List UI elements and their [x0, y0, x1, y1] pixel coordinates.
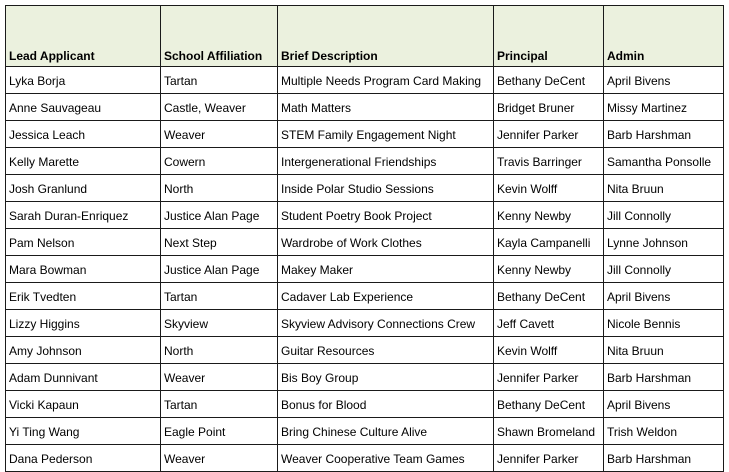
admin-cell: Nita Bruun: [604, 337, 724, 364]
admin-cell: Barb Harshman: [604, 364, 724, 391]
principal-cell: Kevin Wolff: [494, 175, 604, 202]
header-lead-applicant: Lead Applicant: [6, 6, 161, 67]
brief-description-cell: Bonus for Blood: [278, 391, 494, 418]
table-row: [6, 121, 724, 148]
brief-description-cell: Math Matters: [278, 94, 494, 121]
admin-cell: Barb Harshman: [604, 121, 724, 148]
school-affiliation-cell: Weaver: [161, 364, 278, 391]
brief-description-cell: Makey Maker: [278, 256, 494, 283]
table-row: [6, 391, 724, 418]
school-affiliation-cell: Cowern: [161, 148, 278, 175]
admin-cell: Missy Martinez: [604, 94, 724, 121]
lead-applicant-cell: Amy Johnson: [6, 337, 161, 364]
brief-description-cell: Guitar Resources: [278, 337, 494, 364]
brief-description-cell: STEM Family Engagement Night: [278, 121, 494, 148]
lead-applicant-cell: Vicki Kapaun: [6, 391, 161, 418]
principal-cell: Travis Barringer: [494, 148, 604, 175]
brief-description-cell: Wardrobe of Work Clothes: [278, 229, 494, 256]
brief-description-cell: Weaver Cooperative Team Games: [278, 445, 494, 472]
school-affiliation-cell: North: [161, 175, 278, 202]
school-affiliation-cell: Justice Alan Page: [161, 202, 278, 229]
school-affiliation-cell: Tartan: [161, 67, 278, 94]
admin-cell: April Bivens: [604, 67, 724, 94]
admin-cell: Barb Harshman: [604, 445, 724, 472]
lead-applicant-cell: Lyka Borja: [6, 67, 161, 94]
principal-cell: Bethany DeCent: [494, 391, 604, 418]
principal-cell: Shawn Bromeland: [494, 418, 604, 445]
table-row: [6, 175, 724, 202]
principal-cell: Bethany DeCent: [494, 283, 604, 310]
table-row: [6, 283, 724, 310]
admin-cell: Jill Connolly: [604, 202, 724, 229]
school-affiliation-cell: Eagle Point: [161, 418, 278, 445]
principal-cell: Jennifer Parker: [494, 445, 604, 472]
admin-cell: Samantha Ponsolle: [604, 148, 724, 175]
admin-cell: Lynne Johnson: [604, 229, 724, 256]
admin-cell: April Bivens: [604, 283, 724, 310]
school-affiliation-cell: Justice Alan Page: [161, 256, 278, 283]
principal-cell: Jennifer Parker: [494, 364, 604, 391]
applicants-table: [5, 5, 724, 472]
lead-applicant-cell: Yi Ting Wang: [6, 418, 161, 445]
header-school-affiliation: School Affiliation: [161, 6, 278, 67]
principal-cell: Bridget Bruner: [494, 94, 604, 121]
table-row: [6, 256, 724, 283]
table-header: [6, 6, 724, 67]
table-row: [6, 445, 724, 472]
brief-description-cell: Intergenerational Friendships: [278, 148, 494, 175]
table-row: [6, 202, 724, 229]
table-row: [6, 418, 724, 445]
brief-description-cell: Bring Chinese Culture Alive: [278, 418, 494, 445]
principal-cell: Kenny Newby: [494, 256, 604, 283]
school-affiliation-cell: Next Step: [161, 229, 278, 256]
table-row: [6, 310, 724, 337]
lead-applicant-cell: Anne Sauvageau: [6, 94, 161, 121]
lead-applicant-cell: Sarah Duran-Enriquez: [6, 202, 161, 229]
brief-description-cell: Cadaver Lab Experience: [278, 283, 494, 310]
table-row: [6, 67, 724, 94]
principal-cell: Kevin Wolff: [494, 337, 604, 364]
admin-cell: Nicole Bennis: [604, 310, 724, 337]
school-affiliation-cell: Skyview: [161, 310, 278, 337]
header-brief-description: Brief Description: [278, 6, 494, 67]
school-affiliation-cell: Weaver: [161, 445, 278, 472]
table-row: [6, 229, 724, 256]
table-row: [6, 94, 724, 121]
school-affiliation-cell: Castle, Weaver: [161, 94, 278, 121]
table-row: [6, 337, 724, 364]
school-affiliation-cell: Weaver: [161, 121, 278, 148]
brief-description-cell: Student Poetry Book Project: [278, 202, 494, 229]
school-affiliation-cell: North: [161, 337, 278, 364]
principal-cell: Kayla Campanelli: [494, 229, 604, 256]
principal-cell: Jeff Cavett: [494, 310, 604, 337]
table-body: [6, 67, 724, 472]
header-row: [6, 6, 724, 67]
principal-cell: Bethany DeCent: [494, 67, 604, 94]
lead-applicant-cell: Dana Pederson: [6, 445, 161, 472]
lead-applicant-cell: Jessica Leach: [6, 121, 161, 148]
principal-cell: Jennifer Parker: [494, 121, 604, 148]
lead-applicant-cell: Lizzy Higgins: [6, 310, 161, 337]
admin-cell: Jill Connolly: [604, 256, 724, 283]
lead-applicant-cell: Mara Bowman: [6, 256, 161, 283]
admin-cell: April Bivens: [604, 391, 724, 418]
principal-cell: Kenny Newby: [494, 202, 604, 229]
school-affiliation-cell: Tartan: [161, 391, 278, 418]
lead-applicant-cell: Pam Nelson: [6, 229, 161, 256]
brief-description-cell: Inside Polar Studio Sessions: [278, 175, 494, 202]
table-row: [6, 148, 724, 175]
lead-applicant-cell: Erik Tvedten: [6, 283, 161, 310]
brief-description-cell: Multiple Needs Program Card Making: [278, 67, 494, 94]
brief-description-cell: Skyview Advisory Connections Crew: [278, 310, 494, 337]
lead-applicant-cell: Josh Granlund: [6, 175, 161, 202]
header-principal: Principal: [494, 6, 604, 67]
brief-description-cell: Bis Boy Group: [278, 364, 494, 391]
lead-applicant-cell: Kelly Marette: [6, 148, 161, 175]
lead-applicant-cell: Adam Dunnivant: [6, 364, 161, 391]
admin-cell: Nita Bruun: [604, 175, 724, 202]
admin-cell: Trish Weldon: [604, 418, 724, 445]
header-admin: Admin: [604, 6, 724, 67]
table-row: [6, 364, 724, 391]
school-affiliation-cell: Tartan: [161, 283, 278, 310]
